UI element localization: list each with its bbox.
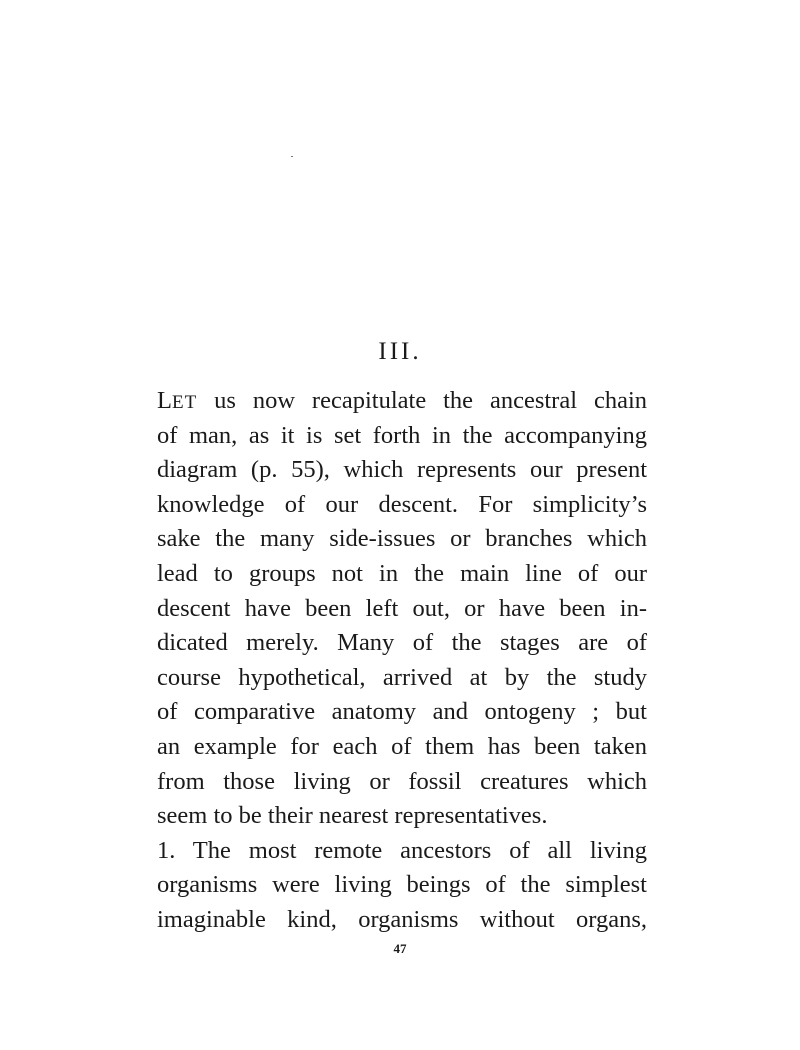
page-number: 47 xyxy=(393,941,407,956)
chapter-heading: III. xyxy=(378,338,422,365)
paragraph-1-line-13: seem to be their nearest representatives. xyxy=(157,802,548,830)
paragraph-1-line-11: an example for each of them has been taken xyxy=(157,732,647,760)
small-caps-rest: ET xyxy=(171,392,198,413)
paragraph-2-line-3: imaginable kind, organisms without organs, xyxy=(157,905,647,933)
paragraph-1-line-3: diagram (p. 55), which represents our present xyxy=(157,456,647,484)
ink-speck xyxy=(291,156,293,157)
paragraph-1-line-8: dicated merely. Many of the stages are of xyxy=(157,629,647,657)
paragraph-1-line-7: descent have been left out, or have been in- xyxy=(157,594,647,622)
body-text xyxy=(157,384,647,938)
paragraph-1-line-10: of comparative anatomy and ontogeny ; but xyxy=(157,698,647,726)
paragraph-1-line-2: of man, as it is set forth in the accompanying xyxy=(157,421,647,449)
small-caps-initial: L xyxy=(157,387,172,414)
paragraph-1-line-6: lead to groups not in the main line of our xyxy=(157,559,647,587)
paragraph-2-line-2: organisms were living beings of the simplest xyxy=(157,871,647,899)
paragraph-1-line-9: course hypothetical, arrived at by the study xyxy=(157,663,647,691)
line-text: us now recapitulate the ancestral chain xyxy=(197,387,647,414)
paragraph-1-line-4: knowledge of our descent. For simplicity’s xyxy=(157,490,647,518)
paragraph-2-line-1: 1. The most remote ancestors of all living xyxy=(157,836,647,864)
paragraph-1-line-12: from those living or fossil creatures which xyxy=(157,767,647,795)
paragraph-1-line-5: sake the many side-issues or branches which xyxy=(157,525,647,553)
paragraph-1-line-1 xyxy=(157,384,647,419)
